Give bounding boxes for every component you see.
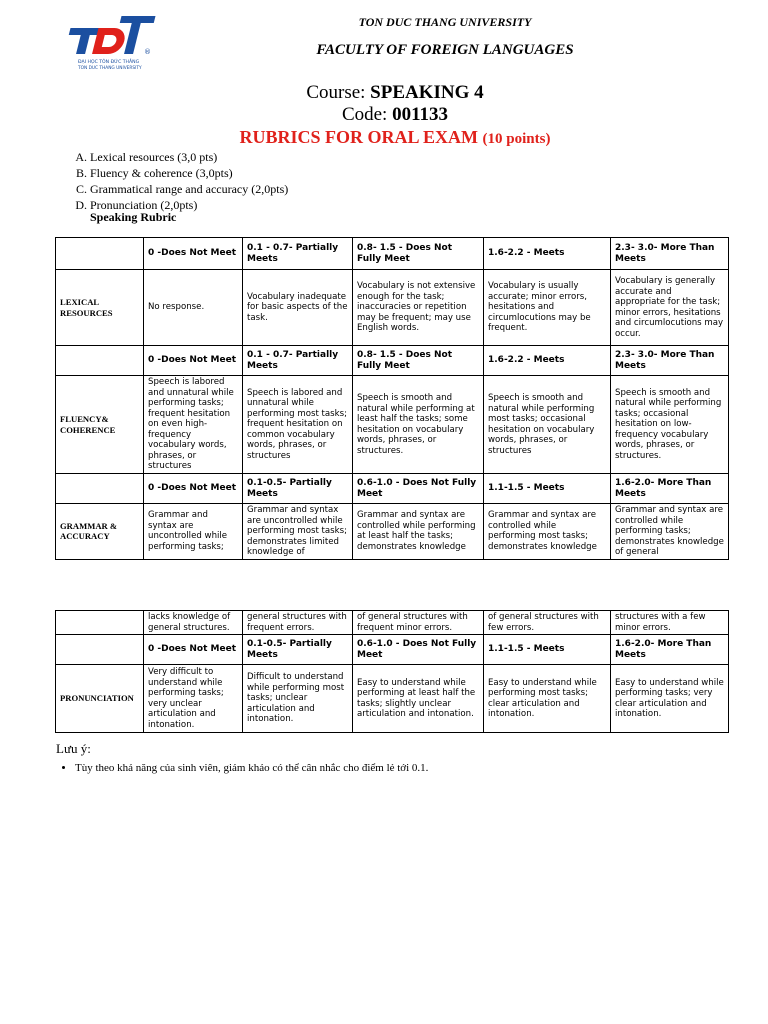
band-header-cell: 0.1-0.5- Partially Meets [243, 474, 353, 504]
band-header-cell: 0 -Does Not Meet [144, 238, 243, 270]
criterion-label-cell [56, 474, 144, 504]
descriptor-cell: Easy to understand while performing at least half the tasks; slightly unclear articulation and intonation. [353, 665, 484, 733]
descriptor-cell: Speech is labored and unnatural while performing most tasks; frequent hesitation on common vocabulary words, phrases, or structures [243, 376, 353, 474]
faculty-name: FACULTY OF FOREIGN LANGUAGES [316, 42, 574, 58]
descriptor-cell: Vocabulary is generally accurate and appropriate for the task; minor errors, hesitations and circumlocutions may occur. [611, 270, 729, 346]
descriptor-cell: Very difficult to understand while performing tasks; very unclear articulation and intonation. [144, 665, 243, 733]
criteria-list [56, 149, 288, 213]
descriptor-cell: general structures with frequent errors. [243, 611, 353, 635]
rubric-table-page1 [55, 237, 729, 560]
descriptor-cell: Easy to understand while performing tasks; very clear articulation and intonation. [611, 665, 729, 733]
university-name: TON DUC THANG UNIVERSITY [358, 15, 532, 29]
criteria-item: B. Fluency & coherence (3,0pts) [90, 165, 288, 181]
course-line [0, 82, 768, 104]
rubric-title-points: (10 points) [482, 131, 551, 147]
band-header-cell: 0.1-0.5- Partially Meets [243, 635, 353, 665]
criterion-label-cell [56, 346, 144, 376]
criteria-item: A. Lexical resources (3,0 pts) [90, 149, 288, 165]
table-row [56, 665, 729, 733]
header-row [56, 238, 729, 270]
descriptor-cell: Speech is smooth and natural while performing at least half the tasks; some hesitation on vocabulary words, phrases, or structures. [353, 376, 484, 474]
criterion-label-cell [56, 611, 144, 635]
criterion-label-cell: GRAMMAR & ACCURACY [56, 504, 144, 560]
band-header-cell: 1.6-2.2 - Meets [484, 238, 611, 270]
svg-text:ĐẠI HỌC TÔN ĐỨC THẮNG: ĐẠI HỌC TÔN ĐỨC THẮNG [78, 60, 140, 65]
band-header-cell: 1.6-2.0- More Than Meets [611, 635, 729, 665]
descriptor-cell: Grammar and syntax are controlled while performing most tasks; demonstrates knowledge [484, 504, 611, 560]
band-header-cell: 0.1 - 0.7- Partially Meets [243, 238, 353, 270]
band-header-cell: 2.3- 3.0- More Than Meets [611, 346, 729, 376]
descriptor-cell: structures with a few minor errors. [611, 611, 729, 635]
band-header-cell: 0 -Does Not Meet [144, 635, 243, 665]
band-header-cell: 1.1-1.5 - Meets [484, 635, 611, 665]
code-label: Code: [341, 104, 393, 125]
table-row [56, 504, 729, 560]
criteria-item: D. Pronunciation (2,0pts) [90, 197, 288, 213]
rubric-table-page2 [55, 610, 729, 733]
svg-text:TON DUC THANG UNIVERSITY: TON DUC THANG UNIVERSITY [78, 66, 142, 71]
criterion-label-cell: FLUENCY& COHERENCE [56, 376, 144, 474]
band-header-cell: 0.6-1.0 - Does Not Fully Meet [353, 474, 484, 504]
descriptor-cell: Vocabulary is usually accurate; minor errors, hesitations and circumlocutions may be frequent. [484, 270, 611, 346]
descriptor-cell: Speech is smooth and natural while performing tasks; occasional hesitation on low-frequency vocabulary words, phrases, or structures. [611, 376, 729, 474]
descriptor-cell: Grammar and syntax are uncontrolled while performing tasks; [144, 504, 243, 560]
descriptor-cell: of general structures with frequent minor errors. [353, 611, 484, 635]
descriptor-cell: Vocabulary inadequate for basic aspects of the task. [243, 270, 353, 346]
descriptor-cell: Grammar and syntax are controlled while performing at least half the tasks; demonstrates knowledge [353, 504, 484, 560]
band-header-cell: 0.1 - 0.7- Partially Meets [243, 346, 353, 376]
descriptor-cell: Grammar and syntax are uncontrolled while performing most tasks; demonstrates limited knowledge of [243, 504, 353, 560]
note-item: • Tùy theo khả năng của sinh viên, giám khảo có thể cân nhắc cho điểm lẻ tới 0.1. [75, 761, 428, 775]
descriptor-cell: Speech is labored and unnatural while performing tasks; frequent hesitation on even high-frequency vocabulary words, phrases, or structures [144, 376, 243, 474]
descriptor-cell: Vocabulary is not extensive enough for the task; inaccuracies or repetition may be frequent; may use English words. [353, 270, 484, 346]
note-list [56, 761, 428, 775]
header-row [56, 635, 729, 665]
descriptor-cell: of general structures with few errors. [484, 611, 611, 635]
course-label: Course: [306, 82, 371, 103]
band-header-cell: 0.6-1.0 - Does Not Fully Meet [353, 635, 484, 665]
criterion-label-cell [56, 635, 144, 665]
band-header-cell: 0.8- 1.5 - Does Not Fully Meet [353, 346, 484, 376]
descriptor-cell: lacks knowledge of general structures. [144, 611, 243, 635]
descriptor-cell: Easy to understand while performing most tasks; clear articulation and intonation. [484, 665, 611, 733]
criterion-label-cell: PRONUNCIATION [56, 665, 144, 733]
band-header-cell: 0 -Does Not Meet [144, 346, 243, 376]
table-row [56, 376, 729, 474]
descriptor-cell: Difficult to understand while performing most tasks; unclear articulation and intonation. [243, 665, 353, 733]
note-label: Lưu ý: [56, 741, 91, 756]
rubric-title [0, 127, 768, 148]
code-line [0, 104, 768, 126]
header-row [56, 474, 729, 504]
criterion-label-cell: LEXICAL RESOURCES [56, 270, 144, 346]
rubric-title-main: RUBRICS FOR ORAL EXAM [239, 127, 479, 147]
band-header-cell: 2.3- 3.0- More Than Meets [611, 238, 729, 270]
course-name: SPEAKING 4 [370, 82, 484, 103]
header-row [56, 346, 729, 376]
band-header-cell: 1.6-2.0- More Than Meets [611, 474, 729, 504]
svg-text:®: ® [144, 48, 151, 56]
band-header-cell: 1.1-1.5 - Meets [484, 474, 611, 504]
descriptor-cell: No response. [144, 270, 243, 346]
band-header-cell: 1.6-2.2 - Meets [484, 346, 611, 376]
table-row [56, 270, 729, 346]
descriptor-cell: Speech is smooth and natural while performing most tasks; occasional hesitation on vocabulary words, phrases, or structures [484, 376, 611, 474]
table-row [56, 611, 729, 635]
course-code: 001133 [392, 104, 449, 125]
criteria-item: C. Grammatical range and accuracy (2,0pts) [90, 181, 288, 197]
band-header-cell: 0 -Does Not Meet [144, 474, 243, 504]
band-header-cell: 0.8- 1.5 - Does Not Fully Meet [353, 238, 484, 270]
descriptor-cell: Grammar and syntax are controlled while performing tasks; demonstrates knowledge of general [611, 504, 729, 560]
criterion-label-cell [56, 238, 144, 270]
speaking-rubric-label: Speaking Rubric [90, 210, 177, 224]
